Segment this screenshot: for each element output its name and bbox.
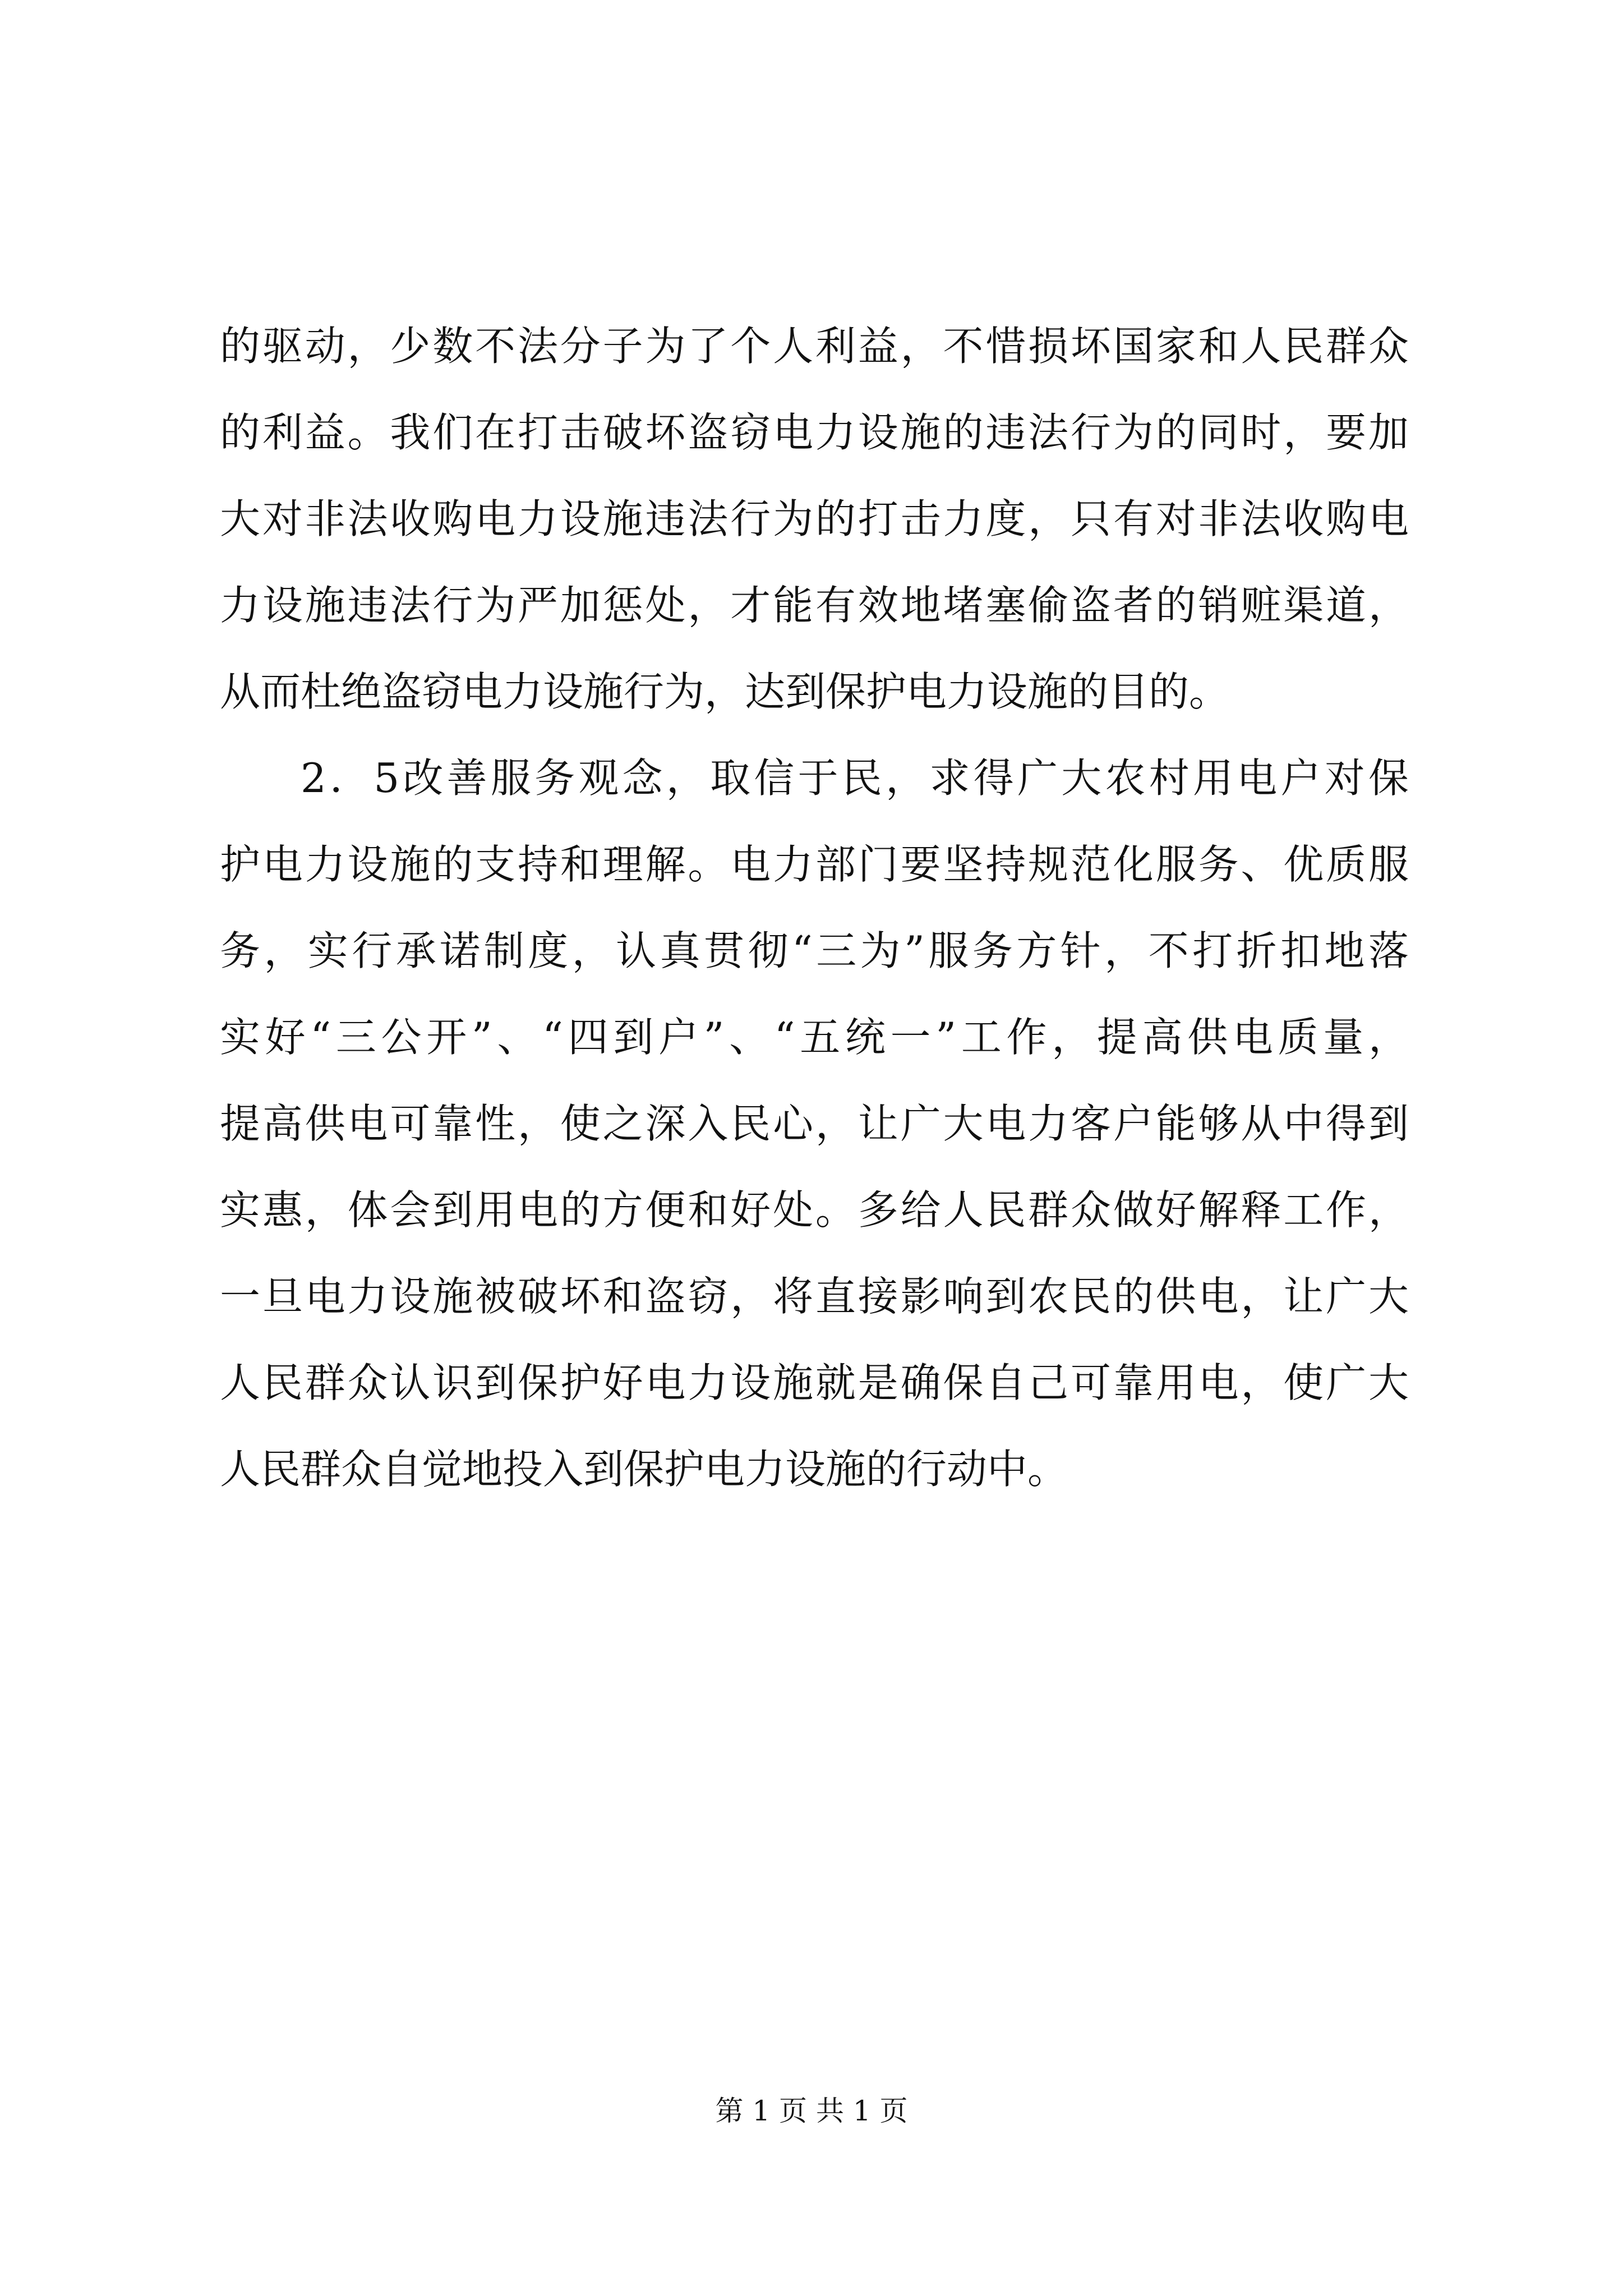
- paragraph-2-line-2: 护电力设施的支持和理解。电力部门要坚持规范化服务、优质服: [220, 841, 1409, 888]
- paragraph-1-line-1: 的驱动，少数不法分子为了个人利益，不惜损坏国家和人民群众: [220, 323, 1409, 370]
- paragraph-1-line-4: 力设施违法行为严加惩处，才能有效地堵塞偷盗者的销赃渠道，: [220, 582, 1409, 629]
- paragraph-2-line-7: 一旦电力设施被破坏和盗窃，将直接影响到农民的供电，让广大: [220, 1273, 1409, 1320]
- paragraph-1-line-2: 的利益。我们在打击破坏盗窃电力设施的违法行为的同时，要加: [220, 409, 1409, 456]
- paragraph-2-line-9: 人民群众自觉地投入到保护电力设施的行动中。: [220, 1446, 1068, 1493]
- paragraph-2-line-4: 实好“三公开”、“四到户”、“五统一”工作，提高供电质量，: [220, 1014, 1409, 1061]
- paragraph-2-line-1: 2．5改善服务观念，取信于民，求得广大农村用电户对保: [301, 754, 1409, 802]
- document-body: [220, 303, 1409, 1512]
- paragraph-1-line-3: 大对非法收购电力设施违法行为的打击力度，只有对非法收购电: [220, 495, 1409, 542]
- page-number-footer: 第 1 页 共 1 页: [715, 2095, 908, 2127]
- paragraph-2-line-3: 务，实行承诺制度，认真贯彻“三为”服务方针，不打折扣地落: [220, 927, 1409, 974]
- paragraph-1-line-5: 从而杜绝盗窃电力设施行为，达到保护电力设施的目的。: [220, 668, 1230, 715]
- paragraph-2-line-5: 提高供电可靠性，使之深入民心，让广大电力客户能够从中得到: [220, 1100, 1409, 1147]
- paragraph-2-line-6: 实惠，体会到用电的方便和好处。多给人民群众做好解释工作，: [220, 1186, 1409, 1234]
- paragraph-2-line-8: 人民群众认识到保护好电力设施就是确保自己可靠用电，使广大: [220, 1359, 1409, 1406]
